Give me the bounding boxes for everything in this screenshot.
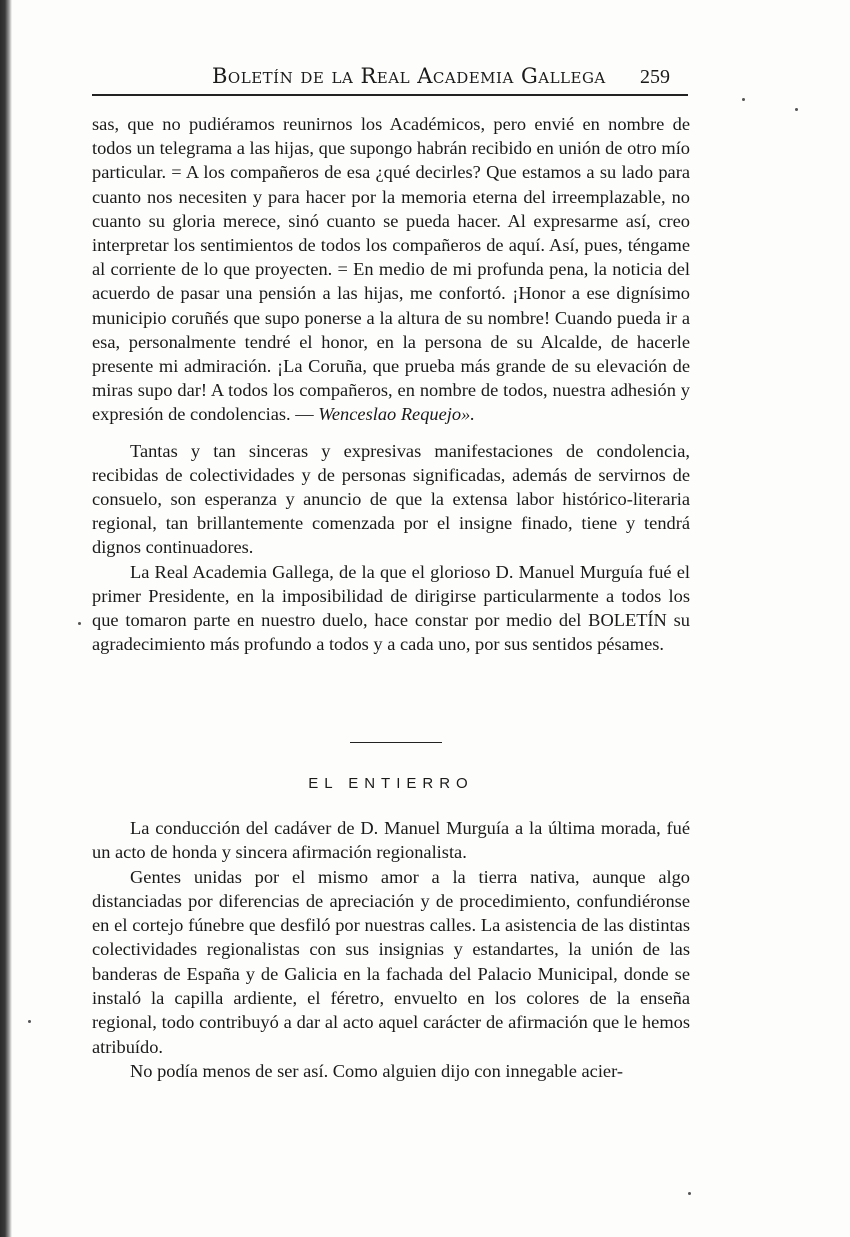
scan-speck	[795, 108, 798, 111]
book-spine-shadow	[0, 0, 12, 1237]
letter-continuation-block	[92, 112, 690, 656]
funeral-paragraph: La conducción del cadáver de D. Manuel Murguía a la última morada, fué un acto de honda y sincera afirmación regionalista.	[92, 818, 690, 863]
page-number: 259	[640, 66, 670, 88]
academy-thanks-paragraph: La Real Academia Gallega, de la que el glorioso D. Manuel Murguía fué el primer Presidente, en la imposibilidad de dirigirse particularmente a todos los que tomaron parte en nuestro duelo, hace constar por medio del BOLETÍN su agradecimiento más profundo a todos y a cada uno, por sus sentidos pésames.	[92, 561, 690, 655]
funeral-paragraph: Gentes unidas por el mismo amor a la tierra nativa, aunque algo distanciadas por diferencias de apreciación y de procedimiento, confundiéronse en el cortejo fúnebre que desfiló por nuestras calles. La asistencia de las distintas colectividades regionalistas con sus insignias y estandartes, la unión de las banderas de España y de Galicia en la fachada del Palacio Municipal, donde se instaló la capilla ardiente, el féretro, envuelto en los colores de la enseña regional, todo contribuyó a dar al acto aquel carácter de afirmación que le hemos atribuído.	[92, 866, 690, 1057]
letter-paragraph	[92, 112, 690, 427]
scan-speck	[28, 1020, 31, 1023]
scan-speck	[688, 1192, 691, 1195]
section-divider	[350, 742, 442, 743]
condolences-paragraph: Tantas y tan sinceras y expresivas manifestaciones de condolencia, recibidas de colectividades y de personas significadas, además de servirnos de consuelo, son esperanza y anuncio de que la extensa labor histórico-literaria regional, tan brillantemente comenzada por el insigne finado, tiene y tendrá dignos continuadores.	[92, 440, 690, 558]
running-header	[92, 62, 688, 96]
letter-text: sas, que no pudiéramos reunirnos los Académicos, pero envié en nombre de todos un telegrama a las hijas, que supongo habrán recibido en unión de otro mío particular. = A los compañeros de esa ¿qué decirles? Que estamos a su lado para cuanto nos necesiten y para hacer por la memoria eterna del irreemplazable, no cuanto su gloria merece, sinó cuanto se pueda hacer. Al expresarme así, creo interpretar los sentimientos de todos los compañeros de aquí. Así, pues, téngame al corriente de lo que proyecten. = En medio de mi profunda pena, la noticia del acuerdo de pasar una pensión a las hijas, me confortó. ¡Honor a ese dignísimo municipio coruñés que supo ponerse a la altura de su nombre! Cuando pueda ir a esa, personalmente tendré el honor, en la persona de su Alcalde, de hacerle presente mi admiración. ¡La Coruña, que prueba más grande de su elevación de miras supo dar! A todos los compañeros, en nombre de todos, nuestra adhesión y expresión de condolencias. —	[92, 114, 690, 425]
funeral-section-body	[92, 816, 690, 1083]
section-heading: EL ENTIERRO	[308, 775, 474, 792]
journal-title: Boletín de la Real Academia Gallega	[212, 64, 606, 88]
funeral-paragraph: No podía menos de ser así. Como alguien dijo con innegable acier-	[130, 1060, 623, 1081]
scan-speck	[742, 98, 745, 101]
letter-signature: Wenceslao Requejo».	[318, 404, 475, 425]
scan-speck	[78, 622, 81, 625]
